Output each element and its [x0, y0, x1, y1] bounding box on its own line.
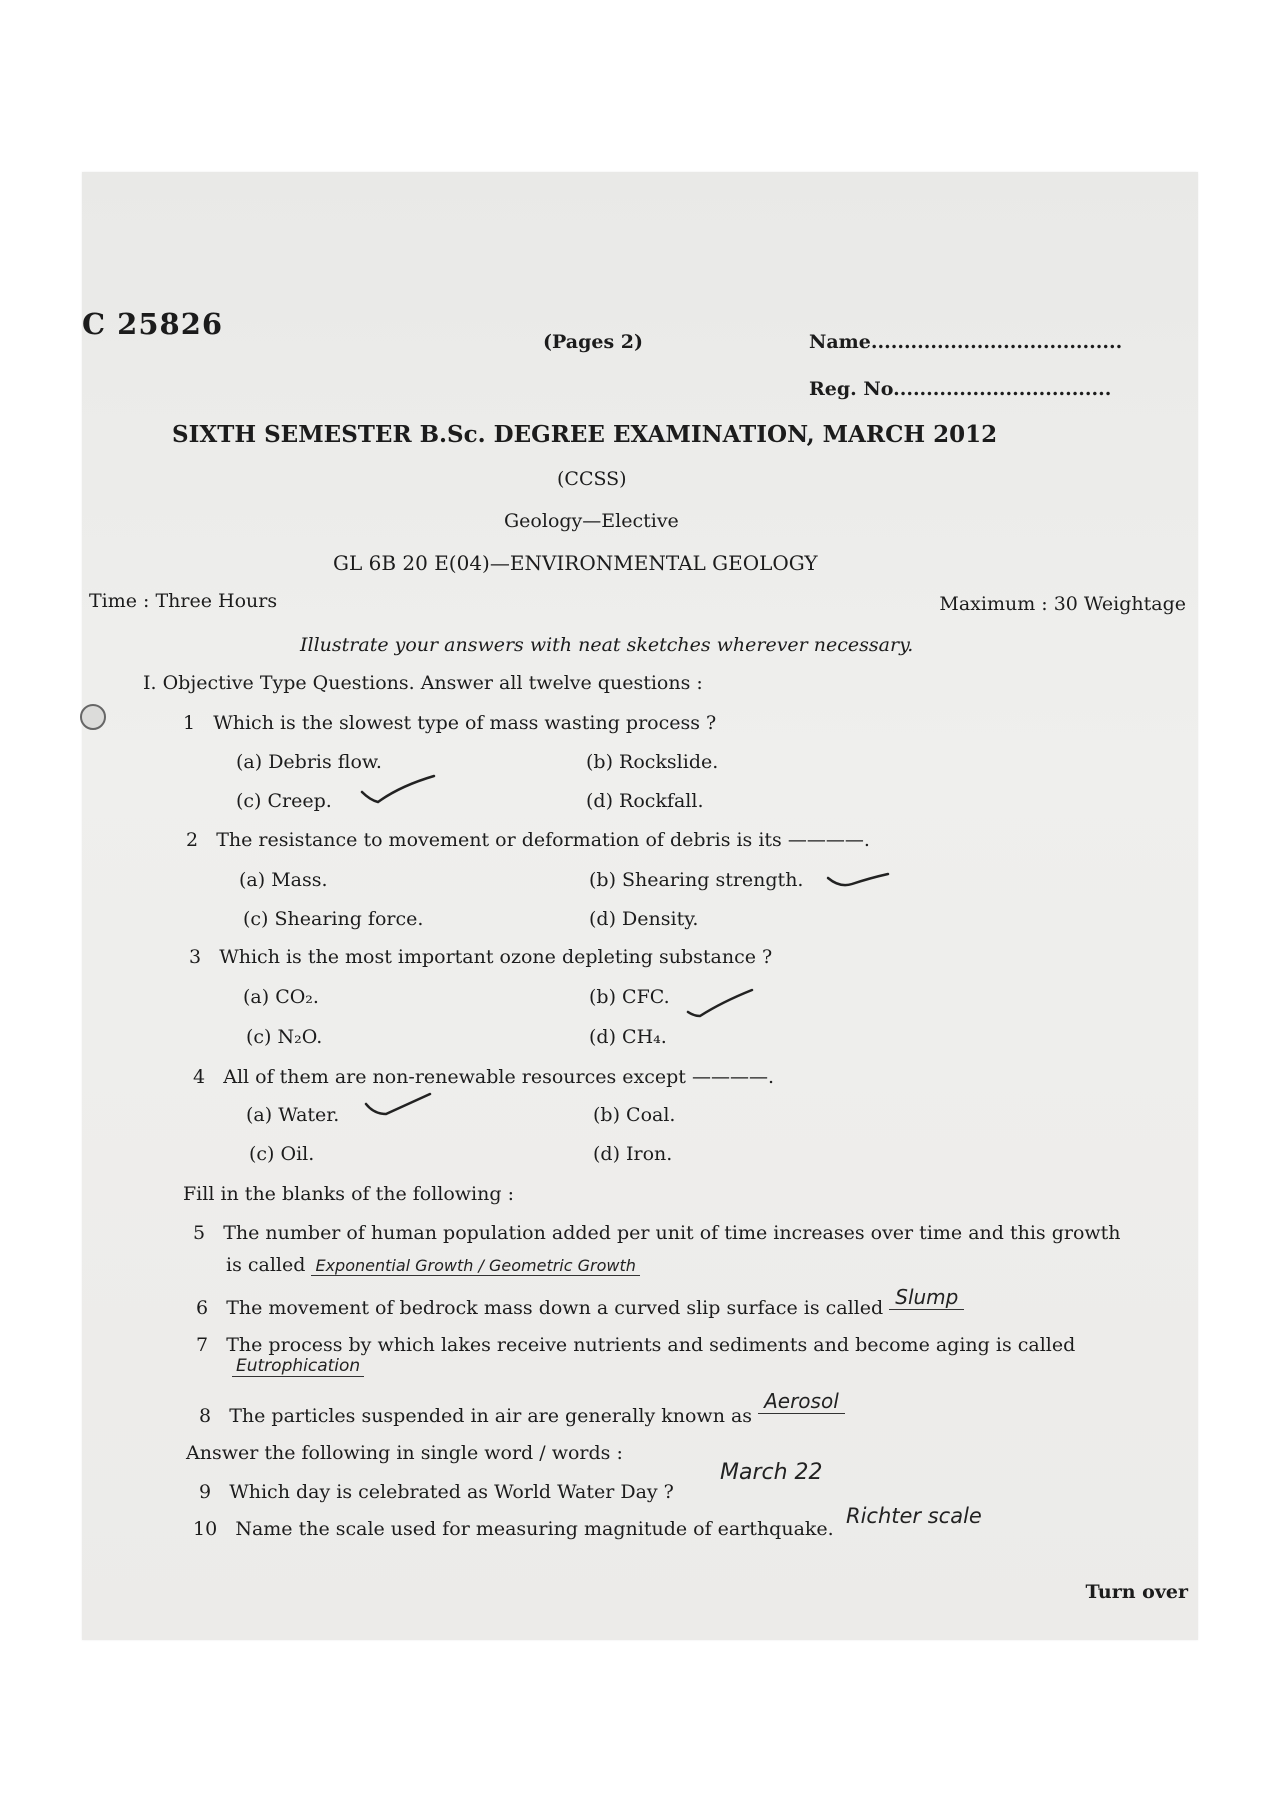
question-text: The process by which lakes receive nutrients and sediments and become aging is called: [226, 1334, 1076, 1356]
tick-mark-icon: [686, 986, 756, 1022]
question-6: [196, 1285, 964, 1319]
question-text: All of them are non-renewable resources except ————.: [223, 1066, 774, 1088]
question-number: 1: [183, 712, 196, 734]
tick-mark-icon: [826, 868, 892, 894]
question-3: [189, 946, 772, 968]
question-paper-code: C 25826: [82, 307, 224, 341]
q2-option-a: (a) Mass.: [239, 869, 328, 891]
question-10: [193, 1518, 834, 1540]
q1-option-c: (c) Creep.: [236, 790, 332, 812]
name-field: Name......................................: [809, 331, 1123, 353]
q4-option-b: (b) Coal.: [593, 1104, 676, 1126]
question-number: 10: [193, 1518, 218, 1540]
reg-no-field: Reg. No.................................: [809, 378, 1112, 400]
question-text: The number of human population added per unit of time increases over time and this growth: [223, 1222, 1121, 1244]
question-number: 2: [186, 829, 199, 851]
handwritten-answer: Aerosol: [758, 1389, 845, 1414]
question-number: 8: [199, 1405, 212, 1427]
q1-option-a: (a) Debris flow.: [236, 751, 382, 773]
question-8: [199, 1389, 845, 1427]
handwritten-answer: Slump: [889, 1285, 964, 1310]
question-text: is called: [226, 1254, 306, 1276]
question-text: Which is the slowest type of mass wasting process ?: [213, 712, 717, 734]
question-text: The particles suspended in air are generally known as: [229, 1405, 753, 1427]
time-label: Time : Three Hours: [89, 590, 278, 612]
subject-label: Geology—Elective: [504, 510, 679, 532]
question-text: The resistance to movement or deformation of debris is its ————.: [216, 829, 870, 851]
fill-heading: Fill in the blanks of the following :: [183, 1183, 514, 1205]
question-number: 9: [199, 1481, 212, 1503]
question-2: [186, 829, 870, 851]
question-text: Which day is celebrated as World Water Day ?: [229, 1481, 674, 1503]
q3-option-b: (b) CFC.: [589, 986, 670, 1008]
tick-mark-icon: [364, 1090, 434, 1124]
handwritten-answer: March 22: [720, 1460, 823, 1485]
q1-option-b: (b) Rockslide.: [586, 751, 719, 773]
punch-hole-icon: [76, 700, 110, 734]
tick-mark-icon: [360, 772, 440, 816]
question-text: The movement of bedrock mass down a curved slip surface is called: [226, 1297, 884, 1319]
scheme-label: (CCSS): [557, 468, 627, 490]
handwritten-answer: Exponential Growth / Geometric Growth: [311, 1256, 639, 1276]
question-1: [183, 712, 716, 734]
question-number: 3: [189, 946, 202, 968]
question-number: 4: [193, 1066, 206, 1088]
question-9: [199, 1481, 674, 1503]
question-text: Which is the most important ozone depleting substance ?: [219, 946, 773, 968]
q2-option-c: (c) Shearing force.: [243, 908, 424, 930]
question-text: Name the scale used for measuring magnitude of earthquake.: [235, 1518, 834, 1540]
word-heading: Answer the following in single word / words :: [186, 1442, 623, 1464]
q4-option-a: (a) Water.: [246, 1104, 340, 1126]
q2-option-d: (d) Density.: [589, 908, 699, 930]
question-number: 6: [196, 1297, 209, 1319]
max-weightage: Maximum : 30 Weightage: [939, 593, 1186, 615]
instruction: Illustrate your answers with neat sketches wherever necessary.: [300, 634, 914, 656]
q4-option-d: (d) Iron.: [593, 1143, 673, 1165]
question-number: 7: [196, 1334, 209, 1356]
page-count: (Pages 2): [543, 331, 643, 353]
handwritten-answer: Richter scale: [846, 1504, 982, 1528]
handwritten-answer: Eutrophication: [232, 1356, 364, 1377]
question-4: [193, 1066, 774, 1088]
q2-option-b: (b) Shearing strength.: [589, 869, 804, 891]
question-5-line2: [226, 1254, 640, 1276]
q3-option-d: (d) CH₄.: [589, 1026, 667, 1048]
q4-option-c: (c) Oil.: [249, 1143, 315, 1165]
q3-option-c: (c) N₂O.: [246, 1026, 323, 1048]
exam-title: SIXTH SEMESTER B.Sc. DEGREE EXAMINATION, MARCH 2012: [172, 421, 998, 448]
question-5: [193, 1222, 1121, 1244]
paper-title: GL 6B 20 E(04)—ENVIRONMENTAL GEOLOGY: [333, 551, 818, 575]
question-7: [196, 1334, 1075, 1356]
section-heading: I. Objective Type Questions. Answer all twelve questions :: [143, 672, 703, 694]
q3-option-a: (a) CO₂.: [243, 986, 319, 1008]
turn-over: Turn over: [1085, 1581, 1188, 1603]
q1-option-d: (d) Rockfall.: [586, 790, 704, 812]
question-number: 5: [193, 1222, 206, 1244]
